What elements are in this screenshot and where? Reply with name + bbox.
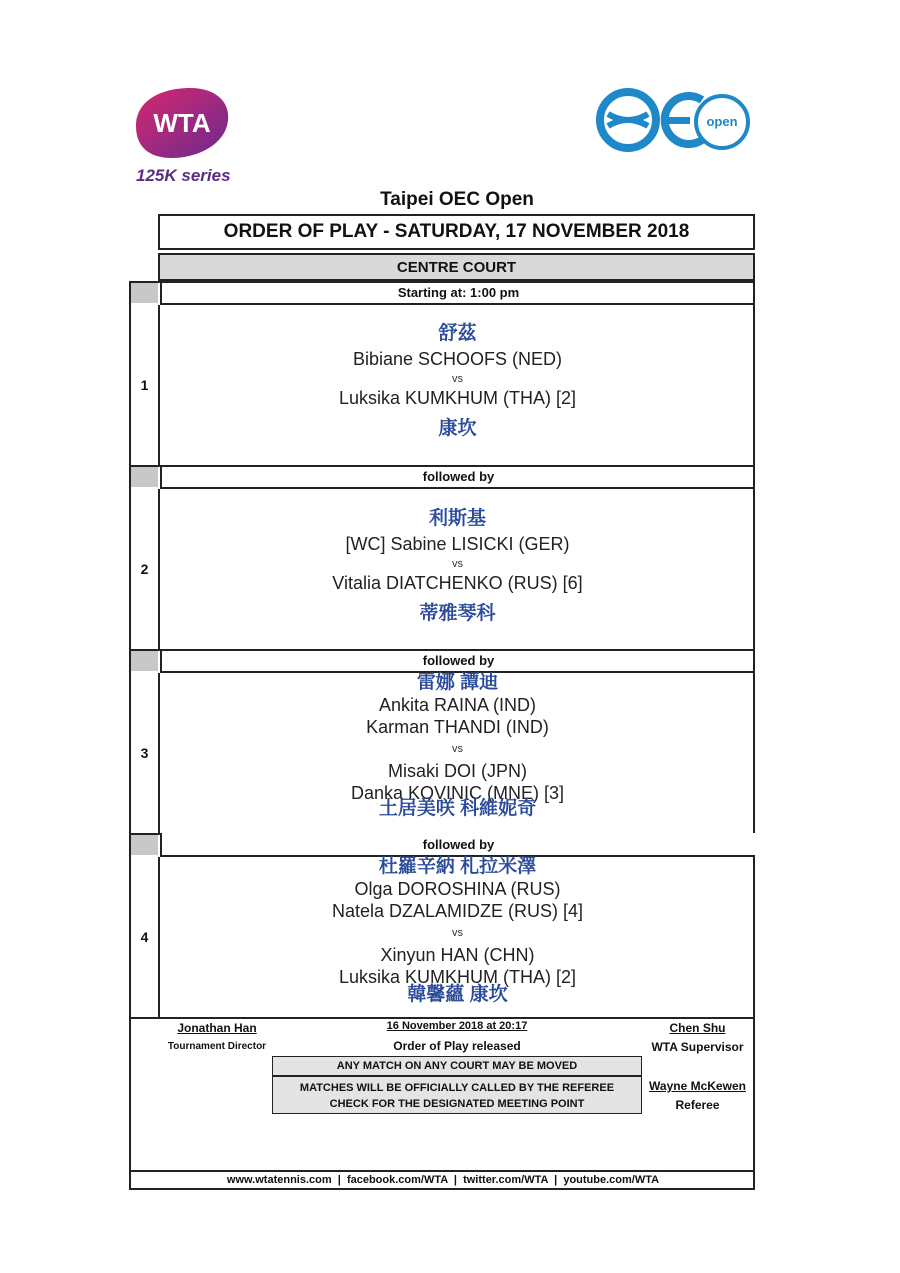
court-name: CENTRE COURT (158, 253, 755, 281)
referee-name: Wayne McKewen (649, 1079, 746, 1093)
wta-logo-text: WTA (153, 108, 211, 138)
row-header-gray (131, 283, 158, 303)
followed-by-row: followed by (160, 465, 755, 489)
supervisor-role: WTA Supervisor (651, 1040, 744, 1054)
player-name: Xinyun HAN (CHN) (380, 945, 535, 965)
player-name: Luksika KUMKHUM (THA) [2] (338, 967, 577, 987)
player-chinese-name: 雷娜 譚迪 (416, 672, 499, 693)
start-time-row: Starting at: 1:00 pm (160, 281, 755, 305)
player-chinese-name: 舒茲 (438, 323, 477, 344)
player-name: Vitalia DIATCHENKO (RUS) [6] (332, 573, 583, 593)
match-number: 4 (140, 929, 149, 945)
supervisor-name: Chen Shu (669, 1021, 726, 1035)
notice-referee-line1: MATCHES WILL BE OFFICIALLY CALLED BY THE REFEREE (299, 1082, 615, 1094)
vs-label: vs (452, 743, 463, 755)
player-name: Bibiane SCHOOFS (NED) (352, 349, 563, 369)
match-3 (160, 672, 755, 820)
notice-referee-line2: CHECK FOR THE DESIGNATED MEETING POINT (329, 1098, 585, 1110)
player-name: Ankita RAINA (IND) (378, 695, 537, 715)
followed-by-row: followed by (160, 833, 755, 857)
vs-label: vs (452, 558, 463, 570)
vs-label: vs (452, 373, 463, 385)
series-label: 125K series (136, 166, 231, 185)
player-chinese-name: 土居美咲 科維妮奇 (378, 798, 537, 819)
match-number: 3 (140, 745, 149, 761)
wta-logo (132, 86, 232, 160)
player-name: Luksika KUMKHUM (THA) [2] (338, 388, 577, 408)
director-name: Jonathan Han (177, 1021, 257, 1035)
referee-role: Referee (675, 1098, 720, 1112)
player-name: Misaki DOI (JPN) (388, 761, 527, 781)
player-name: Karman THANDI (IND) (366, 717, 549, 737)
player-chinese-name: 蒂雅琴科 (419, 603, 496, 624)
match-1 (160, 318, 755, 440)
player-chinese-name: 康坎 (438, 418, 477, 439)
oec-logo-text: open (706, 114, 738, 129)
match-number: 2 (140, 561, 149, 577)
event-title: Taipei OEC Open (380, 189, 534, 210)
social-links[interactable]: www.wtatennis.com | facebook.com/WTA | twitter.com/WTA | youtube.com/WTA (226, 1174, 660, 1186)
followed-by-row: followed by (160, 649, 755, 673)
match-number: 1 (140, 377, 149, 393)
vs-label: vs (452, 927, 463, 939)
player-name: Danka KOVINIC (MNE) [3] (350, 783, 565, 803)
player-chinese-name: 韓馨蘊 康坎 (407, 984, 508, 1005)
oec-open-logo (594, 86, 754, 154)
notice-referee (272, 1076, 642, 1114)
player-chinese-name: 杜羅辛納 札拉米澤 (378, 856, 537, 877)
director-role: Tournament Director (167, 1041, 267, 1052)
player-chinese-name: 利斯基 (428, 508, 486, 529)
release-label: Order of Play released (393, 1039, 521, 1053)
match-2 (160, 503, 755, 625)
player-name: Olga DOROSHINA (RUS) (354, 879, 561, 899)
order-of-play-title: ORDER OF PLAY - SATURDAY, 17 NOVEMBER 2018 (158, 214, 755, 250)
player-name: [WC] Sabine LISICKI (GER) (345, 534, 570, 554)
release-date: 16 November 2018 at 20:17 (386, 1020, 528, 1032)
match-4 (160, 856, 755, 1006)
player-name: Natela DZALAMIDZE (RUS) [4] (331, 901, 584, 921)
notice-moved: ANY MATCH ON ANY COURT MAY BE MOVED (272, 1056, 642, 1076)
